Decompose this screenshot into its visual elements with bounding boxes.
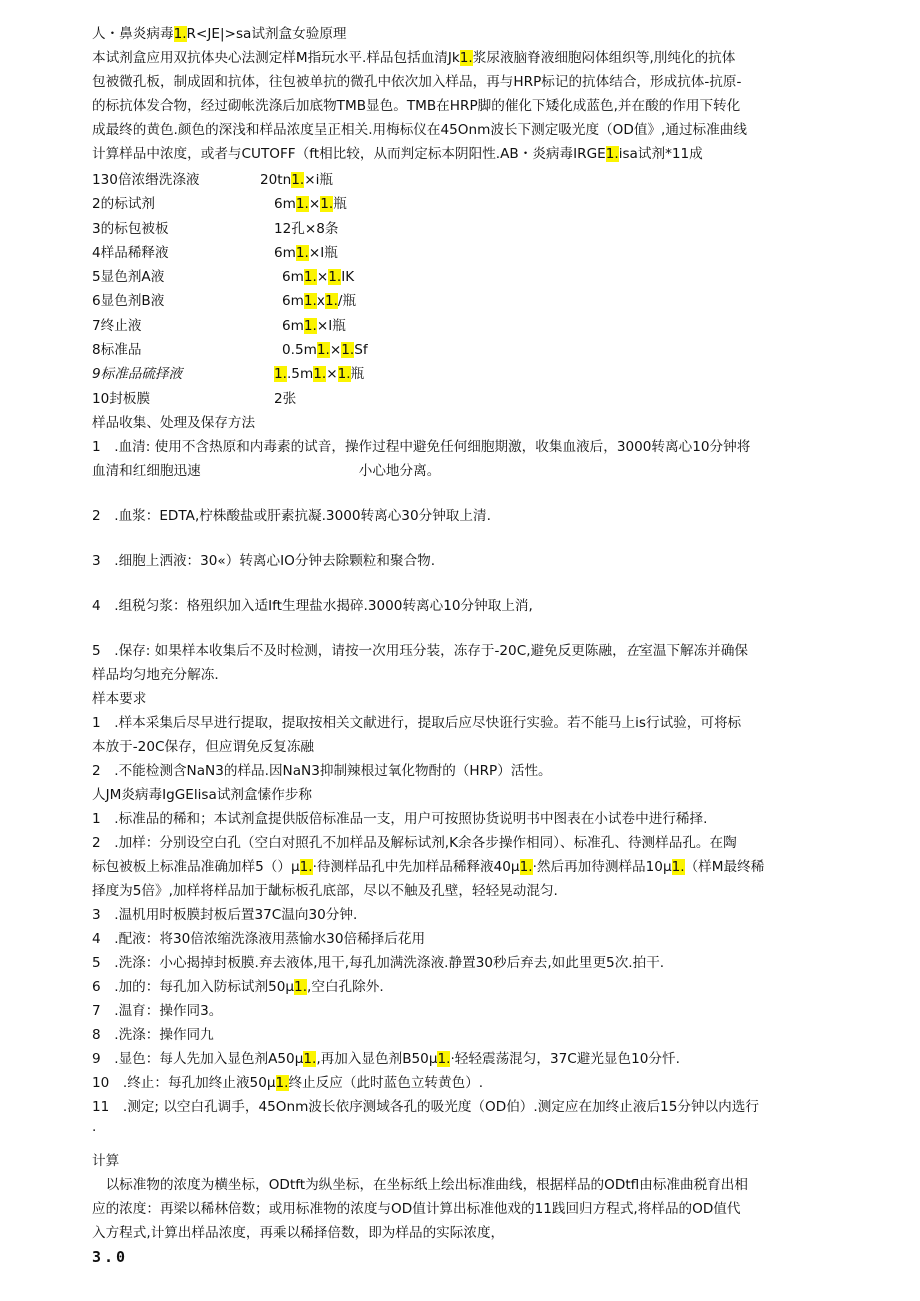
step-line: 8 .洗涤：操作同九 xyxy=(92,1026,214,1043)
title-text: R<JE|>sa试剂盒女验原理 xyxy=(186,26,347,42)
spacer xyxy=(92,528,830,549)
body-line: 本放于-20C保存，但应谓免反复冻融 xyxy=(92,738,315,755)
kit-item: 8标准品 0.5m1.×1.Sf xyxy=(92,342,368,359)
body-line: 2 .不能检测含NaN3的样品.因NaN3抑制辣根过氧化物酎的（HRP）活性。 xyxy=(92,762,552,779)
body-line: 入方程式,计算出样品浓度，再乘以稀择倍数，即为样品的实际浓度， xyxy=(92,1224,505,1241)
kit-item: 2的标试剂 6m1.×1.瓶 xyxy=(92,196,347,213)
title-text: 人・鼻炎病毒 xyxy=(92,26,174,42)
step-line: 6 .加的：每孔加入防标试剂50μ1.,空白孔除外. xyxy=(92,978,384,995)
step-line: 9 .显色：每人先加入显色剂A50μ1.,再加入显色剂B50μ1.·轻轻震荡混匀，37C避光显色10分忏. xyxy=(92,1050,680,1067)
kit-item: 5显色剂A液 6m1.×1.IK xyxy=(92,269,355,286)
kit-item: 9标准品硫择液 1..5m1.×1.瓶 xyxy=(92,366,365,383)
principle-section xyxy=(92,46,830,166)
step-line: 10 .终止：每孔加终止液50μ1.终止反应（此时蓝色立转黄色）. xyxy=(92,1074,484,1091)
kit-item: 10封板膜 2张 xyxy=(92,390,297,407)
body-line: 5 .保存: 如果样本收集后不及时检测，请按一次用珏分装，冻存于-20C,避免反更陈融，在室温下解冻并确保 xyxy=(92,642,749,659)
kit-item: 3的标包被板 12孔×8条 xyxy=(92,220,339,237)
kit-item: 6显色剂B液 6m1.x1./瓶 xyxy=(92,293,357,310)
spacer xyxy=(92,483,830,504)
body-line: 样品均匀地充分解冻. xyxy=(92,666,219,683)
principle-line: 成最终的黄色.颜色的深浅和样品浓度呈正相关.用梅标仪在45Onm波长下测定吸光度（OD值》,通过标准曲线 xyxy=(92,122,747,138)
kit-item: 130倍浓缗洗涤液 20tn1.×i瓶 xyxy=(92,172,333,188)
step-line: 择度为5倍》,加样将样品加于龇标板孔底部，尽以不触及孔壁，轻轻晃动混匀. xyxy=(92,882,558,899)
calculation-section xyxy=(92,1149,830,1269)
kit-item: 4样品稀释液 6m1.×I瓶 xyxy=(92,244,338,261)
section-heading: 样品收集、处理及保存方法 xyxy=(92,414,256,431)
principle-line: 计算样品中浓度，或者与CUTOFF（ft相比较，从而判定标本阴阳性.AB・炎病毒IRGE1.isa试剂*11成 xyxy=(92,146,703,162)
spacer xyxy=(92,618,830,639)
step-line: 4 .配液：将30倍浓缩洗涤液用蒸愉水30倍稀择后花用 xyxy=(92,930,426,947)
section-heading: 计算 xyxy=(92,1152,120,1169)
body-line: 4 .组税匀浆：格殂织加入适Ift生理盐水揭碎.3000转离心10分钟取上消, xyxy=(92,597,533,614)
steps-section xyxy=(92,783,830,1143)
body-line: 应的浓度：再梁以稀林倍数；或用标准物的浓度与OD值计算出标准他戏的11践回归方程式,将样品的OD值代 xyxy=(92,1200,741,1217)
body-line: 血清和红细胞迅速 小心地分离。 xyxy=(92,462,441,479)
section-number: 3.0 xyxy=(92,1247,129,1266)
step-line: 3 .温机用时板膜封板后置37C温向30分钟. xyxy=(92,906,358,923)
body-line: 1 .血清: 使用不含热原和内毒素的试音，操作过程中避免任何细胞期激，收集血液后，3000转离心10分钟将 xyxy=(92,438,751,455)
principle-line: 本试剂盒应用双抗体央心法测定样M指玩水平.样品包括血清Jk1.浆尿液脑脊液细胞闷体组织等,刖纯化的抗体 xyxy=(92,50,736,66)
principle-line: 包被微孔板，制成固和抗体，往包被单抗的微孔中依次加入样品，再与HRP标记的抗体结合，形成抗体-抗原- xyxy=(92,74,742,90)
body-line: 3 .细胞上洒液：30«）转离心IO分钟去除颗粒和聚合物. xyxy=(92,552,436,569)
body-line: 1 .样本采集后尽早进行提取，提取按相关文献进行，提取后应尽快诳行实验。若不能马上is行试验，可将标 xyxy=(92,714,742,731)
step-line: 1 .标准品的稀和；本试剂盒提供版倍标准品一支，用户可按照协货说明书中图表在小试卷中进行稀择. xyxy=(92,810,708,827)
section-heading: 人JM炎病毒IgGElisa试剂盒愫作步称 xyxy=(92,786,312,803)
collection-section xyxy=(92,411,830,687)
spacer xyxy=(92,573,830,594)
step-line: 2 .加样：分别设空白孔（空白对照孔不加样品及解标试剂,K余各步操作相同）、标准孔、待测样品孔。在陶 xyxy=(92,834,737,851)
step-line: 5 .洗涤：小心揭掉封板膜.弃去液体,甩干,每孔加满洗涤液.静置30秒后弃去,如此里更5次.拍干. xyxy=(92,954,665,971)
body-line: 以标准物的浓度为横坐标，ODtft为纵坐标，在坐标纸上绘出标准曲线，根据样品的ODtfl由标准曲税育出相 xyxy=(92,1176,748,1193)
kit-components-list xyxy=(92,168,830,411)
principle-line: 的标抗体发合物，经过砌帐洗涤后加底物TMB显色。TMB在HRP脚的催化下矮化成蓝色,并在酸的作用下转化 xyxy=(92,98,741,114)
highlight-mark: 1. xyxy=(173,26,187,42)
step-line: 11 .测定; 以空白孔调手，45Onm波长依序测域各孔的吸光度（OD伯）.测定应在加终止液后15分钟以内选行 xyxy=(92,1098,759,1115)
step-line: 标包被板上标准品准确加样5（）μ1.·待测样品孔中先加样品稀释液40μ1.·然后再加待测样品10μ1.（样M最终稀 xyxy=(92,858,765,875)
step-line: 7 .温育：操作同3。 xyxy=(92,1002,223,1019)
body-line: 2 .血浆：EDTA,柠株酸盐或肝素抗凝.3000转离心30分钟取上清. xyxy=(92,507,491,524)
step-line: · xyxy=(92,1122,97,1139)
document-title xyxy=(92,22,830,46)
section-heading: 样本要求 xyxy=(92,690,147,707)
kit-item: 7终止液 6m1.×I瓶 xyxy=(92,317,346,334)
document-page xyxy=(92,22,830,1269)
requirements-section xyxy=(92,687,830,783)
